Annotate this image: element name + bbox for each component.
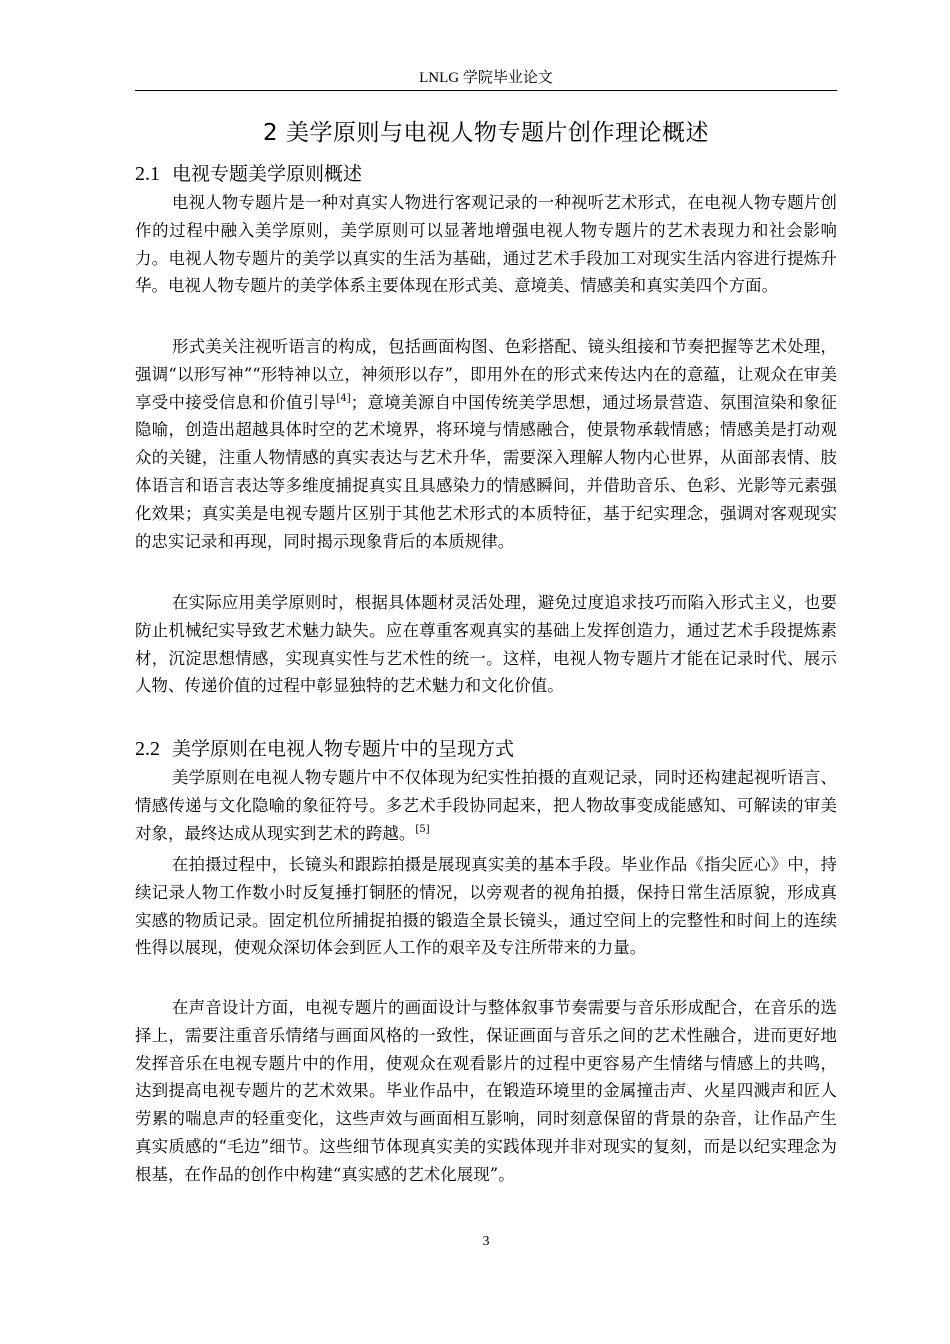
section-title: 电视专题美学原则概述 [172,163,363,185]
chapter-title: 2 美学原则与电视人物专题片创作理论概述 [263,120,709,146]
section-heading-2-1 [135,159,362,186]
paragraph-text: 在拍摄过程中，长镜头和跟踪拍摄是展现真实美的基本手段。毕业作品《指尖匠心》中，持续记录人物工作数小时反复捶打铜胚的情况，以旁观者的视角拍摄，保持日常生活原貌，形成真实感的物质记录。固定机位所捕捉拍摄的锻造全景长镜头，通过空间上的完整性和时间上的连续性得以展现，使观众深切体会到匠人工作的艰辛及专注所带来的力量。 [135,855,837,958]
paragraph-text-continued: ；意境美源自中国传统美学思想，通过场景营造、氛围渲染和象征隐喻，创造出超越具体时空的艺术境界，将环境与情感融合，使景物承载情感；情感美是打动观众的关键，注重人物情感的真实表达与艺术升华，需要深入理解人物内心世界，从面部表情、肢体语言和语言表达等多维度捕捉真实且具感染力的情感瞬间，并借助音乐、色彩、光影等元素强化效果；真实美是电视专题片区别于其他艺术形式的本质特征，基于纪实理念，强调对客观现实的忠实记录和再现，同时揭示现象背后的本质规律。 [135,392,837,551]
section-number: 2.2 [135,738,160,760]
paragraph-text: 在实际应用美学原则时，根据具体题材灵活处理，避免过度追求技巧而陷入形式主义，也要防止机械纪实导致艺术魅力缺失。应在尊重客观真实的基础上发挥创造力，通过艺术手段提炼素材，沉淀思想情感，实现真实性与艺术性的统一。这样，电视人物专题片才能在记录时代、展示人物、传递价值的过程中彰显独特的艺术魅力和文化价值。 [135,593,837,696]
header-rule [135,90,837,91]
paragraph [135,189,837,300]
section-number: 2.1 [135,163,160,185]
paragraph-text: 形式美关注视听语言的构成，包括画面构图、色彩搭配、镜头组接和节奏把握等艺术处理，强调“以形写神”“形特神以立，神须形以存”，即用外在的形式来传达内在的意蕴，让观众在审美享受中接受信息和价值引导 [135,337,837,412]
paragraph-text: 在声音设计方面，电视专题片的画面设计与整体叙事节奏需要与音乐形成配合，在音乐的选择上，需要注重音乐情绪与画面风格的一致性，保证画面与音乐之间的艺术性融合，进而更好地发挥音乐在电视专题片中的作用，使观众在观看影片的过程中更容易产生情绪与情感上的共鸣，达到提高电视专题片的艺术效果。毕业作品中，在锻造环境里的金属撞击声、火星四溅声和匠人劳累的喘息声的轻重变化，这些声效与画面相互影响，同时刻意保留的背景的杂音，让作品产生真实质感的“毛边”细节。这些细节体现真实美的实践体现并非对现实的复刻，而是以纪实理念为根基，在作品的创作中构建“真实感的艺术化展现”。 [135,998,837,1184]
paragraph [135,333,837,555]
paragraph [135,851,837,962]
citation-ref: [5] [415,823,430,835]
section-heading-2-2 [135,734,514,761]
paragraph [135,589,837,700]
paragraph [135,764,837,847]
running-header: LNLG 学院毕业论文 [419,70,553,86]
section-title: 美学原则在电视人物专题片中的呈现方式 [172,738,515,760]
paragraph-text: 美学原则在电视人物专题片中不仅体现为纪实性拍摄的直观记录，同时还构建起视听语言、情感传递与文化隐喻的象征符号。多艺术手段协同起来，把人物故事变成能感知、可解读的审美对象，最终达成从现实到艺术的跨越。 [135,768,837,843]
paragraph [135,994,837,1189]
citation-ref: [4] [336,392,351,404]
paragraph-text: 电视人物专题片是一种对真实人物进行客观记录的一种视听艺术形式，在电视人物专题片创作的过程中融入美学原则，美学原则可以显著地增强电视人物专题片的艺术表现力和社会影响力。电视人物专题片的美学以真实的生活为基础，通过艺术手段加工对现实生活内容进行提炼升华。电视人物专题片的美学体系主要体现在形式美、意境美、情感美和真实美四个方面。 [135,193,837,296]
page-number: 3 [482,1234,490,1249]
